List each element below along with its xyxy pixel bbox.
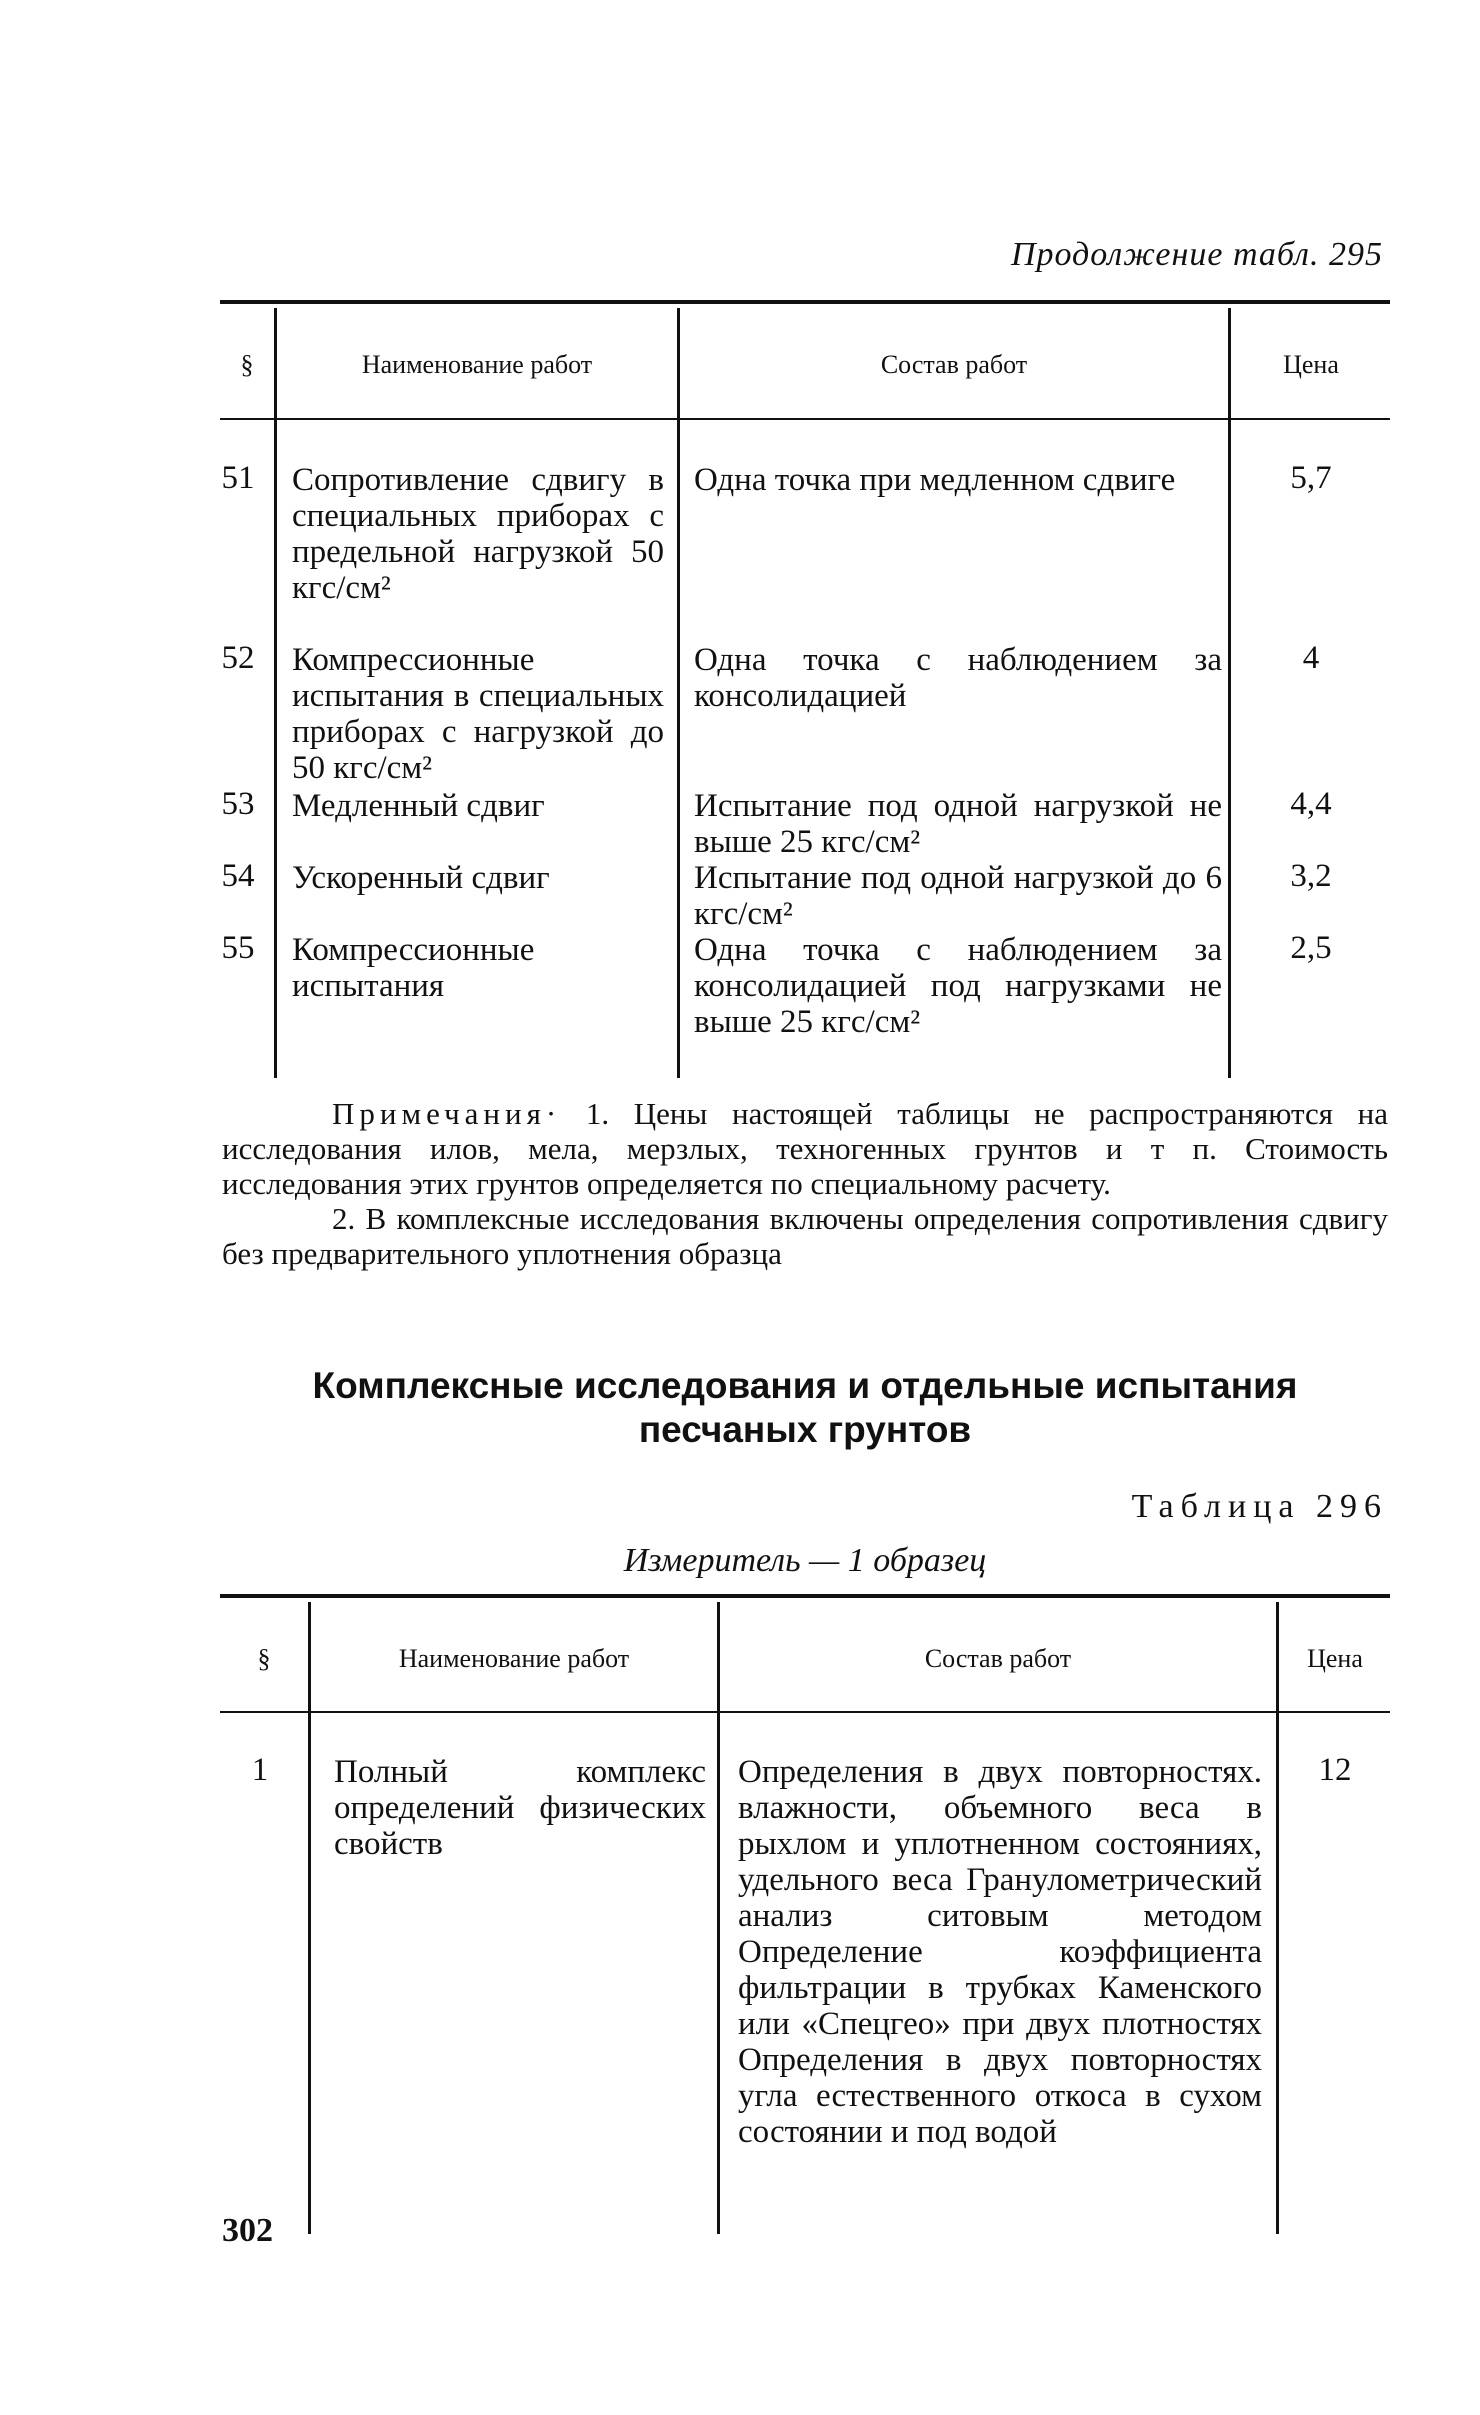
row-number: 54 [221,858,255,894]
row-price: 4,4 [1290,786,1332,822]
section-heading-line-1: Комплексные исследования и отдельные испытания [312,1365,1298,1406]
row-price: 5,7 [1290,460,1332,496]
table-top-rule [220,300,1390,304]
header-name: Наименование работ [398,1644,630,1673]
column-divider [717,1602,720,2234]
row-price: 12 [1318,1752,1352,1788]
row-work-name: Сопротивление сдвигу в специальных приборах с предельной нагрузкой 50 кгс/см² [292,462,664,606]
table-top-rule [220,1594,1390,1598]
measure-unit-label: Измеритель — 1 образец [623,1542,987,1579]
notes-label: Примечания· [332,1096,562,1131]
header-content: Состав работ [924,1644,1072,1673]
page-number: 302 [222,2212,273,2249]
row-number: 51 [221,460,255,496]
header-content: Состав работ [880,350,1028,379]
note-2: 2. В комплексные исследования включены определения сопротивления сдвигу без предварительного уплотнения образца [222,1201,1388,1271]
row-number: 55 [221,930,255,966]
row-price: 3,2 [1290,858,1332,894]
row-work-name: Медленный сдвиг [292,788,545,824]
row-work-content: Испытание под одной нагрузкой не выше 25 кгс/см² [694,788,1222,860]
header-price: Цена [1307,1644,1363,1673]
row-work-name: Ускоренный сдвиг [292,860,550,896]
row-work-name: Компрессионные испытания [292,932,535,1004]
row-work-name: Полный комплекс определений физических свойств [334,1754,706,1862]
section-heading-line-2: песчаных грунтов [638,1409,972,1450]
note-1: 1. Цены настоящей таблицы не распространяются на исследования илов, мела, мерзлых, техногенных грунтов и т п. Стоимость исследования этих грунтов определяется по специальному расчету. [222,1096,1389,1201]
table-header-rule [220,418,1390,420]
row-work-content: Испытание под одной нагрузкой до 6 кгс/см² [694,860,1222,932]
column-divider [308,1602,311,2234]
column-divider [1276,1602,1279,2234]
row-price: 4 [1302,640,1320,676]
header-section: § [257,1644,271,1673]
row-work-content: Одна точка при медленном сдвиге [694,462,1176,498]
header-price: Цена [1283,350,1339,379]
row-number: 52 [221,640,255,676]
table-notes [222,1096,1388,1271]
table-header-rule [220,1711,1390,1713]
header-section: § [240,350,254,379]
column-divider [677,308,680,1078]
row-number: 1 [251,1752,269,1788]
row-price: 2,5 [1290,930,1332,966]
row-number: 53 [221,786,255,822]
row-work-content: Одна точка с наблюдением за консолидацией [694,642,1222,714]
column-divider [274,308,277,1078]
header-name: Наименование работ [361,350,593,379]
row-work-content: Определения в двух повторностях. влажности, объемного веса в рыхлом и уплотненном состояниях, удельного веса Гранулометрический анализ ситовым методом Определение коэффициента фильтрации в трубках Каменского или «Спецгео» при двух плотностях Определения в двух повторностях угла естественного откоса в сухом состоянии и под водой [738,1754,1262,2150]
table-continuation-label: Продолжение табл. 295 [1010,236,1383,273]
section-heading [220,1364,1390,1452]
table-number-label: Таблица 296 [1131,1488,1388,1525]
row-work-content: Одна точка с наблюдением за консолидацией под нагрузками не выше 25 кгс/см² [694,932,1222,1040]
row-work-name: Компрессионные испытания в специальных приборах с нагрузкой до 50 кгс/см² [292,642,664,786]
